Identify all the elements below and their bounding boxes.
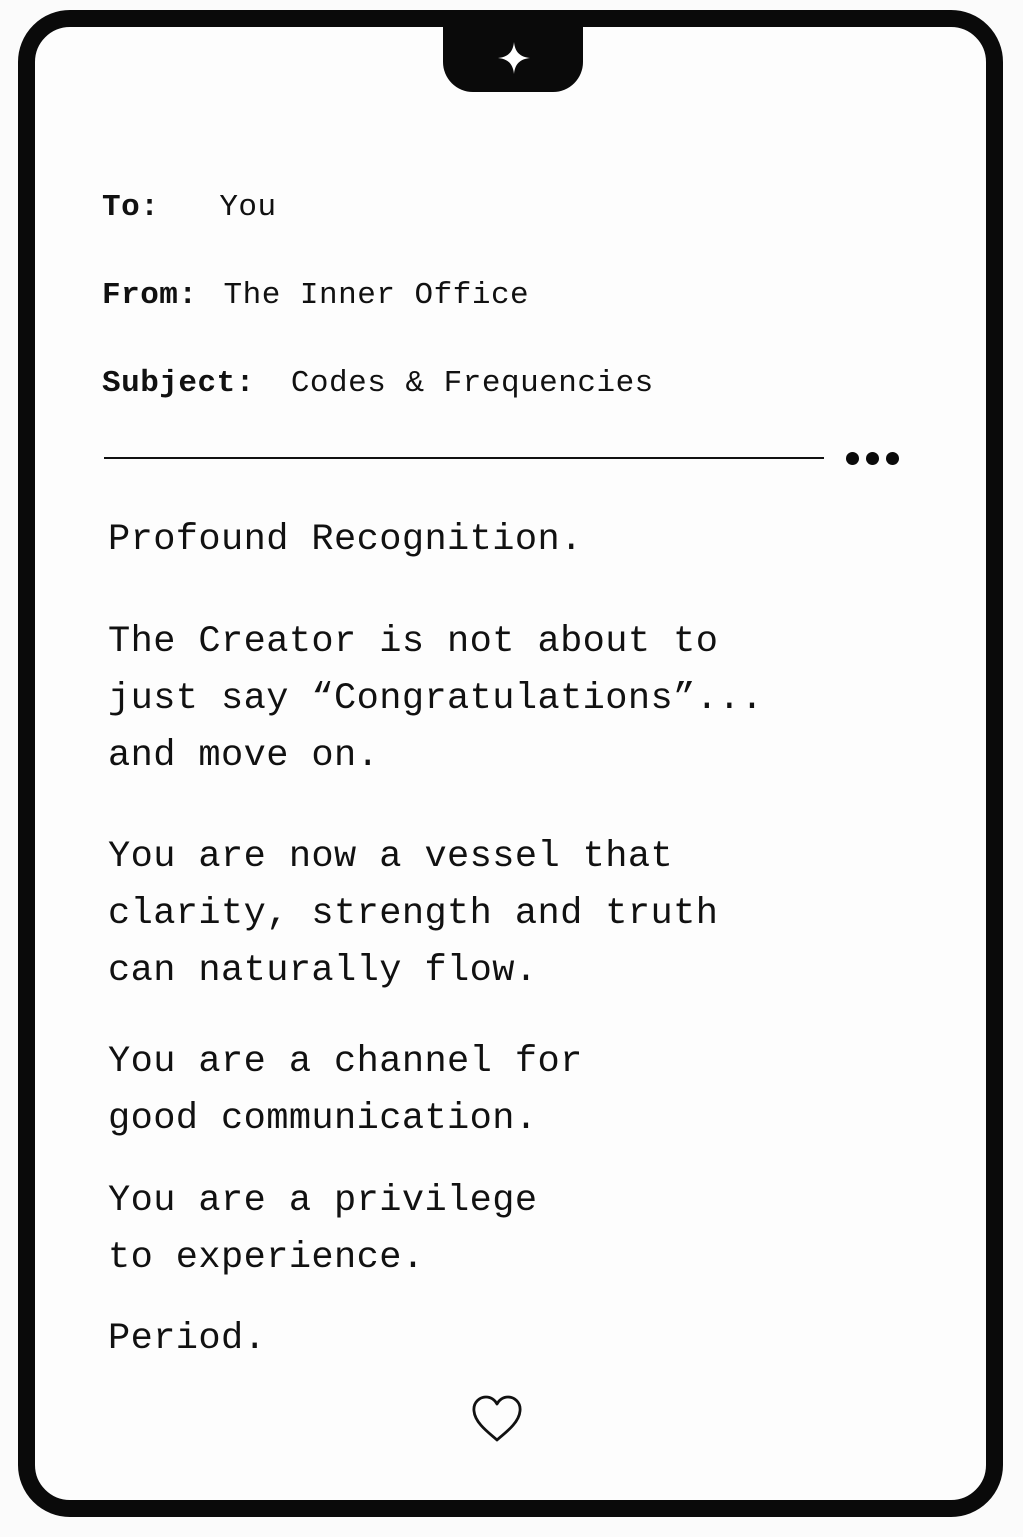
to-row: [102, 190, 277, 225]
message-paragraph-2: The Creator is not about to just say “Congratulations”... and move on.: [108, 621, 764, 777]
header-divider: [104, 457, 824, 459]
message-paragraph-3: You are now a vessel that clarity, strength and truth can naturally flow.: [108, 836, 719, 992]
subject-value: Codes & Frequencies: [290, 366, 654, 401]
subject-row: [102, 366, 654, 401]
message-paragraph-4: You are a channel for good communication.: [108, 1041, 583, 1140]
from-value: The Inner Office: [223, 278, 530, 313]
to-label: To:: [102, 190, 160, 225]
heart-icon[interactable]: [470, 1393, 524, 1445]
message-paragraph-1: Profound Recognition.: [108, 519, 583, 561]
from-label: From:: [102, 278, 198, 313]
message-paragraph-5: You are a privilege to experience.: [108, 1180, 538, 1279]
subject-label: Subject:: [102, 366, 255, 401]
to-value: You: [219, 190, 277, 225]
sparkle-icon: [496, 40, 532, 76]
from-row: [102, 278, 529, 313]
message-paragraph-6: Period.: [108, 1318, 267, 1360]
more-dots-icon[interactable]: [846, 451, 902, 467]
